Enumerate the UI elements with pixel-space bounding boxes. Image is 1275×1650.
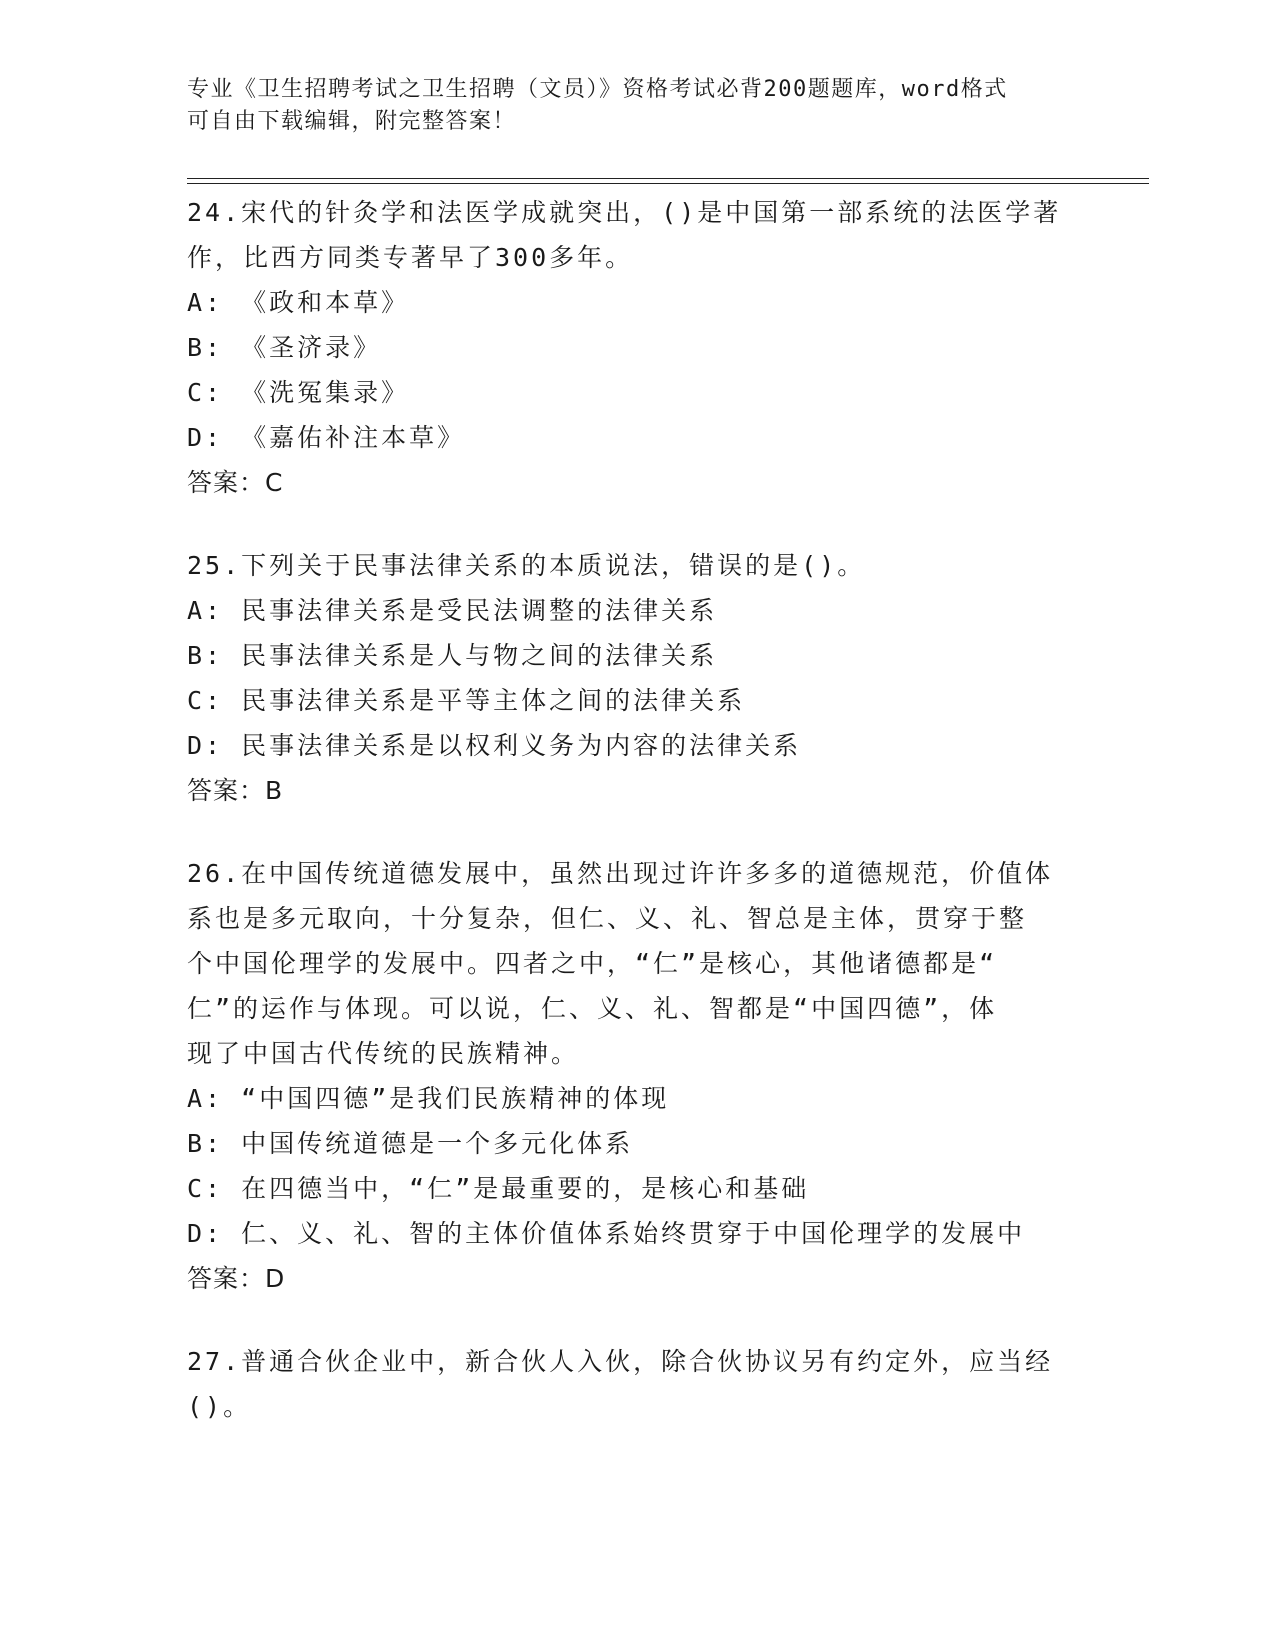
question-text [187,1339,1087,1429]
header-divider-top [187,178,1149,179]
question-line: 25.下列关于民事法律关系的本质说法，错误的是()。 [187,551,866,580]
question-25 [187,543,1087,813]
question-list [187,190,1087,1467]
option-b: B: 民事法律关系是人与物之间的法律关系 [187,641,718,670]
question-24 [187,190,1087,505]
answer-label: 答案：B [187,776,284,805]
question-text [187,543,1087,588]
question-text [187,851,1087,1076]
option-a: A: 民事法律关系是受民法调整的法律关系 [187,596,718,625]
question-line: 27.普通合伙企业中，新合伙人入伙，除合伙协议另有约定外，应当经 [187,1347,1054,1376]
question-26 [187,851,1087,1301]
question-line: 现了中国古代传统的民族精神。 [187,1039,580,1068]
option-c: C: 《洗冤集录》 [187,378,410,407]
option-a: A: 《政和本草》 [187,288,410,317]
question-line: 作，比西方同类专著早了300多年。 [187,243,634,272]
header-line-1: 专业《卫生招聘考试之卫生招聘（文员）》资格考试必背200题题库，word格式 [187,77,1008,102]
option-d: D: 仁、义、礼、智的主体价值体系始终贯穿于中国伦理学的发展中 [187,1219,1026,1248]
option-c: C: 在四德当中，“仁”是最重要的，是核心和基础 [187,1174,810,1203]
question-text [187,190,1087,280]
question-line: ()。 [187,1392,252,1421]
question-line: 24.宋代的针灸学和法医学成就突出，()是中国第一部系统的法医学著 [187,198,1062,227]
question-line: 个中国伦理学的发展中。四者之中，“仁”是核心，其他诸德都是“ [187,949,998,978]
option-d: D: 民事法律关系是以权利义务为内容的法律关系 [187,731,802,760]
header-divider-bottom [187,183,1149,184]
question-line: 仁”的运作与体现。可以说，仁、义、礼、智都是“中国四德”，体 [187,994,998,1023]
document-header [187,74,1067,138]
question-line: 系也是多元取向，十分复杂，但仁、义、礼、智总是主体，贯穿于整 [187,904,1028,933]
question-line: 26.在中国传统道德发展中，虽然出现过许许多多的道德规范，价值体 [187,859,1054,888]
answer-label: 答案：D [187,1264,286,1293]
option-d: D: 《嘉佑补注本草》 [187,423,466,452]
question-27 [187,1339,1087,1429]
answer-label: 答案：C [187,468,284,497]
header-line-2: 可自由下载编辑，附完整答案！ [187,109,517,134]
option-b: B: 中国传统道德是一个多元化体系 [187,1129,634,1158]
option-c: C: 民事法律关系是平等主体之间的法律关系 [187,686,746,715]
option-b: B: 《圣济录》 [187,333,382,362]
option-a: A: “中国四德”是我们民族精神的体现 [187,1084,670,1113]
